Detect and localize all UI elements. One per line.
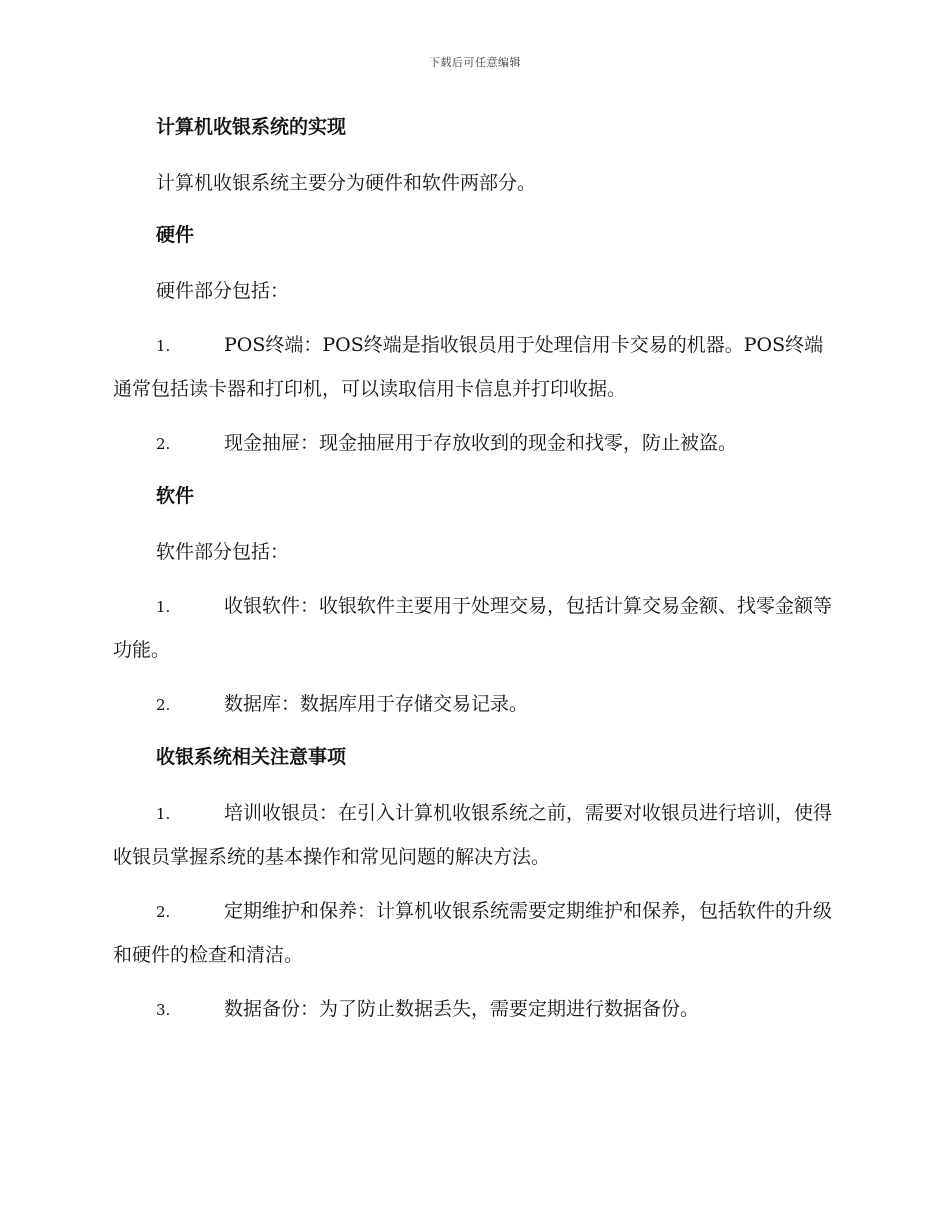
- list-item-number: 2.: [156, 903, 171, 921]
- software-lead: 软件部分包括：: [156, 541, 290, 563]
- list-item-number: 2.: [156, 435, 171, 453]
- list-item: [113, 324, 835, 411]
- list-item-number: 1.: [156, 598, 171, 616]
- list-item-number: 2.: [156, 696, 171, 714]
- list-item: [113, 585, 835, 672]
- page-header: 下载后可任意编辑: [429, 56, 521, 69]
- document-body: [113, 108, 835, 1043]
- list-item-text: 现金抽屉：现金抽屉用于存放收到的现金和找零，防止被盗。: [224, 432, 738, 454]
- section-heading-hardware: 硬件: [156, 224, 195, 246]
- section-heading-notes: 收银系统相关注意事项: [156, 746, 347, 768]
- document-title: 计算机收银系统的实现: [156, 116, 347, 138]
- section-heading-software: 软件: [156, 485, 195, 507]
- list-item: [113, 988, 835, 1032]
- list-item: [113, 792, 835, 879]
- list-item-text: 数据备份：为了防止数据丢失，需要定期进行数据备份。: [224, 998, 700, 1020]
- hardware-lead: 硬件部分包括：: [156, 280, 290, 302]
- list-item-number: 3.: [156, 1001, 171, 1019]
- list-item-text: 数据库：数据库用于存储交易记录。: [224, 693, 529, 715]
- list-item-text: 定期维护和保养：计算机收银系统需要定期维护和保养，包括软件的升级和硬件的检查和清洁。: [113, 900, 833, 966]
- list-item-number: 1.: [156, 805, 171, 823]
- list-item: [113, 890, 835, 977]
- list-item-number: 1.: [156, 337, 171, 355]
- list-item-text: 培训收银员：在引入计算机收银系统之前，需要对收银员进行培训，使得收银员掌握系统的基本操作和常见问题的解决方法。: [113, 802, 833, 868]
- intro-paragraph: 计算机收银系统主要分为硬件和软件两部分。: [156, 172, 537, 194]
- list-item: [113, 422, 835, 466]
- list-item: [113, 683, 835, 727]
- list-item-text: 收银软件：收银软件主要用于处理交易，包括计算交易金额、找零金额等功能。: [113, 595, 833, 661]
- list-item-text: POS终端：POS终端是指收银员用于处理信用卡交易的机器。POS终端通常包括读卡器和打印机，可以读取信用卡信息并打印收据。: [113, 334, 824, 400]
